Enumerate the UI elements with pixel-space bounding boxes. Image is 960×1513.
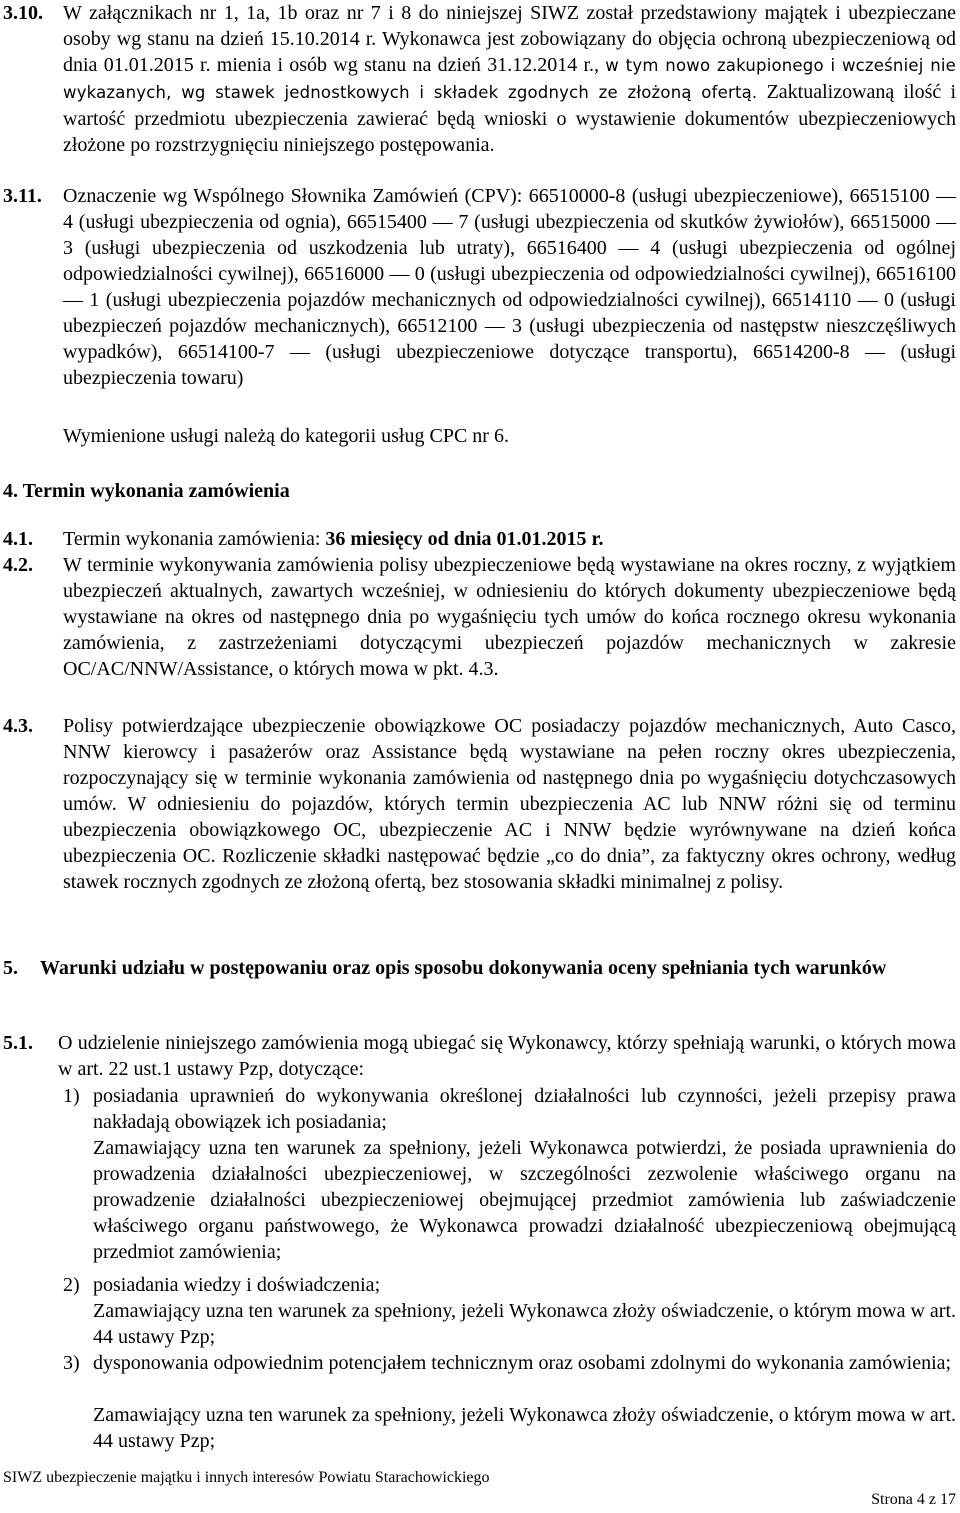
cpc-line: Wymienione usługi należą do kategorii usług CPC nr 6. — [63, 425, 509, 447]
paragraph-text-tail: Zaktualizowaną ilość i wartość przedmiotu ubezpieczenia zawierać będą wnioski o wystawienie dokumentów ubezpieczeniowych złożone po rozstrzygnięciu niniejszego postępowania. — [63, 81, 957, 156]
section-number: 3.11. — [3, 185, 42, 207]
list-item: posiadania uprawnień do wykonywania określonej działalności lub czynności, jeżeli przepisy prawa nakładają obowiązek ich posiadania; — [93, 1085, 956, 1133]
section-number: 5. — [3, 957, 18, 979]
section-number: 4.3. — [3, 715, 33, 737]
list-item-detail: Zamawiający uzna ten warunek za spełniony, jeżeli Wykonawca potwierdzi, że posiada uprawnienia do prowadzenia działalności ubezpieczeniowej, w szczególności zezwolenie właściwego organu na prowadzenie działalności ubezpieczeniowej obejmującej przedmiot zamówienia lub zaświadczenie właściwego organu państwowego, że Wykonawca prowadzi działalność ubezpieczeniową obejmującą przedmiot zamówienia; — [93, 1137, 956, 1263]
section-heading: Warunki udziału w postępowaniu oraz opis sposobu dokonywania oceny spełniania tych warunków — [40, 957, 887, 979]
list-item: posiadania wiedzy i doświadczenia; — [93, 1274, 381, 1296]
list-item-number: 2) — [63, 1274, 80, 1296]
term-value: 36 miesięcy od dnia 01.01.2015 r. — [325, 528, 604, 550]
cpv-text: Oznaczenie wg Wspólnego Słownika Zamówień (CPV): 66510000-8 (usługi ubezpieczeniowe), 66515100 — 4 (usługi ubezpieczenia od ognia), 66515400 — 7 (usługi ubezpieczenia od skutków żywiołów), 66515000 — 3 (usługi ubezpieczenia od uszkodzenia lub utraty), 66516400 — 4 (usługi ubezpieczenia od ogólnej odpowiedzialności cywilnej), 66516000 — 0 (usługi ubezpieczenia od odpowiedzialności cywilnej), 66516100 — 1 (usługi ubezpieczenia pojazdów mechanicznych od odpowiedzialności cywilnej), 66514110 — 0 (usługi ubezpieczeń pojazdów mechanicznych), 66512100 — 3 (usługi ubezpieczenia od następstw nieszczęśliwych wypadków), 66514100-7 — (usługi ubezpieczeniowe dotyczące transportu), 66514200-8 — (usługi ubezpieczenia towaru) — [63, 185, 956, 389]
paragraph-4-3: Polisy potwierdzające ubezpieczenie obowiązkowe OC posiadaczy pojazdów mechanicznych, Auto Casco, NNW kierowcy i pasażerów oraz Assistance będą wystawiane na pełen roczny okres ubezpieczenia, rozpoczynający się w terminie wykonania zamówienia od następnego dnia po wygaśnięciu dotychczasowych umów. W odniesieniu do pojazdów, których termin ubezpieczenia AC lub NNW różni się od terminu ubezpieczenia obowiązkowego OC, ubezpieczenie AC i NNW będzie wyrównywane na dzień końca ubezpieczenia OC. Rozliczenie składki następować będzie „co do dnia”, za faktyczny okres ochrony, według stawek rocznych zgodnych ze złożoną ofertą, bez stosowania składki minimalnej z polisy. — [63, 715, 956, 893]
paragraph-4-2: W terminie wykonywania zamówienia polisy ubezpieczeniowe będą wystawiane na okres roczny, z wyjątkiem ubezpieczeń aktualnych, zawartych wcześniej, w odniesieniu do których dokumenty ubezpieczeniowe będą wystawiane na okres od następnego dnia po wygaśnięciu tych umów do końca rocznego okresu wykonania zamówienia, z zastrzeżeniami dotyczącymi ubezpieczeń pojazdów mechanicznych w zakresie OC/AC/NNW/Assistance, o których mowa w pkt. 4.3. — [63, 554, 956, 680]
section-heading: 4. Termin wykonania zamówienia — [3, 480, 290, 502]
paragraph-4-1 — [63, 526, 956, 552]
list-item-number: 1) — [63, 1085, 80, 1107]
page-number: Strona 4 z 17 — [871, 1491, 956, 1508]
footer-title: SIWZ ubezpieczenie majątku i innych interesów Powiatu Starachowickiego — [3, 1469, 490, 1486]
paragraph-text-sans: w tym nowo zakupionego i wcześniej nie wykazanych, wg stawek jednostkowych i składek zgodnych ze złożoną ofertą. — [63, 56, 956, 102]
paragraph-3-11 — [63, 183, 956, 391]
list-item-detail: Zamawiający uzna ten warunek za spełniony, jeżeli Wykonawca złoży oświadczenie, o którym mowa w art. 44 ustawy Pzp; — [93, 1404, 956, 1452]
section-number: 4.1. — [3, 528, 33, 550]
paragraph-5-1: O udzielenie niniejszego zamówienia mogą ubiegać się Wykonawcy, którzy spełniają warunki, o których mowa w art. 22 ust.1 ustawy Pzp, dotyczące: — [58, 1032, 956, 1080]
paragraph-3-10 — [63, 0, 956, 158]
paragraph-text: W załącznikach nr 1, 1a, 1b oraz nr 7 i 8 do niniejszej SIWZ został przedstawiony majątek i ubezpieczane osoby wg stanu na dzień 15.10.2014 r. Wykonawca jest zobowiązany do objęcia ochroną ubezpieczeniową od dnia 01.01.2015 r. mienia i osób wg stanu na dzień 31.12.2014 r., — [63, 2, 956, 76]
list-item-detail: Zamawiający uzna ten warunek za spełniony, jeżeli Wykonawca złoży oświadczenie, o którym mowa w art. 44 ustawy Pzp; — [93, 1300, 956, 1348]
list-item-number: 3) — [63, 1352, 80, 1374]
section-number: 5.1. — [3, 1032, 33, 1054]
term-label: Termin wykonania zamówienia: — [63, 528, 326, 550]
list-item: dysponowania odpowiednim potencjałem technicznym oraz osobami zdolnymi do wykonania zamówienia; — [93, 1352, 952, 1374]
section-number: 4.2. — [3, 554, 33, 576]
section-number: 3.10. — [3, 2, 43, 24]
